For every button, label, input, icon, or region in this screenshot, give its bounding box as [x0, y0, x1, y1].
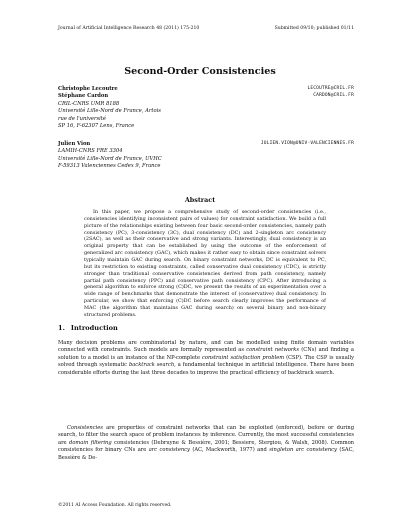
abstract-text: In this paper, we propose a comprehensive study of second-order consistencies (i.e., consistencies identifying inconsistent pairs of values) for constraint satisfaction. We build a full picture of the relationships existing between four basic second-order consistencies, namely path consistency (PC), 3-consistency (3C), dual consistency (DC) and 2-singleton arc consistency (2SAC), as well as their conservative and strong variants. Interestingly, dual consistency is an original property that can be established by using the outcome of the enforcement of generalized arc consistency (GAC), which makes it rather easy to obtain since constraint solvers typically maintain GAC during search. On binary constraint networks, DC is equivalent to PC, but its restriction to existing constraints, called conservative dual consistency (CDC), is strictly stronger than traditional conservative consistencies derived from path consistency, namely partial path consistency (PPC) and conservative path consistency (CPC). After introducing a general algorithm to enforce strong (C)DC, we present the results of an experimentation over a wide range of benchmarks that demonstrate the interest of (conservative) dual consistency. In particular, we show that enforcing (C)DC before search clearly improves the performance of MAC (the algorithm that maintains GAC during search) on several binary and non-binary structured problems. — [84, 209, 326, 318]
text-run: consistencies (Debruyne & Bessière, 2001; Bessiere, Stergiou, & Walsh, 2008). Common consistencies for binary CNs are — [58, 439, 354, 454]
author-group-cril — [58, 86, 354, 130]
text-run: Many decision problems are combinatorial by nature, and can be modelled using finite domain variables connected with constraints. Such models are formally represented as — [58, 340, 354, 354]
emphasis: constraint satisfaction problem — [201, 354, 285, 361]
affiliation-line: CRIL-CNRS UMR 8188 — [58, 100, 120, 107]
author-group-lamih — [58, 141, 354, 171]
emphasis: constraint networks — [246, 347, 300, 354]
emphasis: singleton arc consistency — [269, 447, 337, 454]
affiliation-line: LAMIH-CNRS FRE 3304 — [58, 148, 123, 155]
body-paragraph — [58, 425, 354, 462]
affiliation-line: SP 16, F-62307 Lens, France — [58, 122, 135, 129]
author-email: JULIEN.VION@UNIV-VALENCIENNES.FR — [260, 141, 354, 146]
section-number: 1. — [58, 324, 65, 332]
affiliation-line: F-59313 Valenciennes Cedex 9, France — [58, 163, 161, 170]
copyright-footer: ©2011 AI Access Foundation. All rights reserved. — [58, 503, 172, 508]
text-run: (AC, Mackworth, 1977) and — [189, 447, 270, 454]
body-paragraph — [58, 340, 354, 377]
author-row — [58, 93, 354, 100]
text-run: are properties of constraint networks that can be exploited (enforced), before or during search, to filter the search space of problem instances by inference. Currently, the most successful consistencies are — [58, 425, 354, 446]
running-head — [58, 26, 354, 31]
author-email: CARDON@CRIL.FR — [313, 93, 354, 99]
author-name: Julien Vion — [58, 141, 91, 147]
emphasis: Consistencies — [67, 425, 103, 431]
journal-citation: Journal of Artificial Intelligence Research 48 (2011) 175-210 — [58, 26, 200, 31]
author-row — [58, 141, 354, 148]
text-run: (CNs) and finding a solution to a model is an instance of the NP-complete — [58, 347, 354, 361]
author-name: Christophe Lecoutre — [58, 86, 118, 92]
text-run: (CSP). The CSP is usually solved through systematic — [58, 354, 354, 369]
section-heading — [58, 324, 118, 332]
text-run: , a fundamental technique in artificial intelligence. There have been considerable efforts during the last three decades to improve the practical efficiency of backtrack search. — [58, 362, 354, 376]
affiliation-line: rue de l'université — [58, 115, 106, 122]
author-name: Stéphane Cardon — [58, 93, 109, 100]
emphasis: arc consistency — [148, 447, 190, 454]
paper-title: Second-Order Consistencies — [124, 66, 276, 77]
emphasis: backtrack search — [128, 362, 175, 369]
text-run: (SAC, Bessière & De- — [58, 447, 354, 461]
affiliation-line: Université Lille-Nord de France, UVHC — [58, 155, 162, 162]
abstract-heading: Abstract — [184, 196, 216, 204]
emphasis: domain filtering — [69, 439, 112, 446]
section-title: Introduction — [70, 324, 118, 332]
affiliation-line: Université Lille-Nord de France, Artois — [58, 108, 161, 115]
submission-dates: Submitted 09/10; published 01/11 — [274, 26, 354, 31]
author-email: LECOUTRE@CRIL.FR — [307, 86, 354, 91]
